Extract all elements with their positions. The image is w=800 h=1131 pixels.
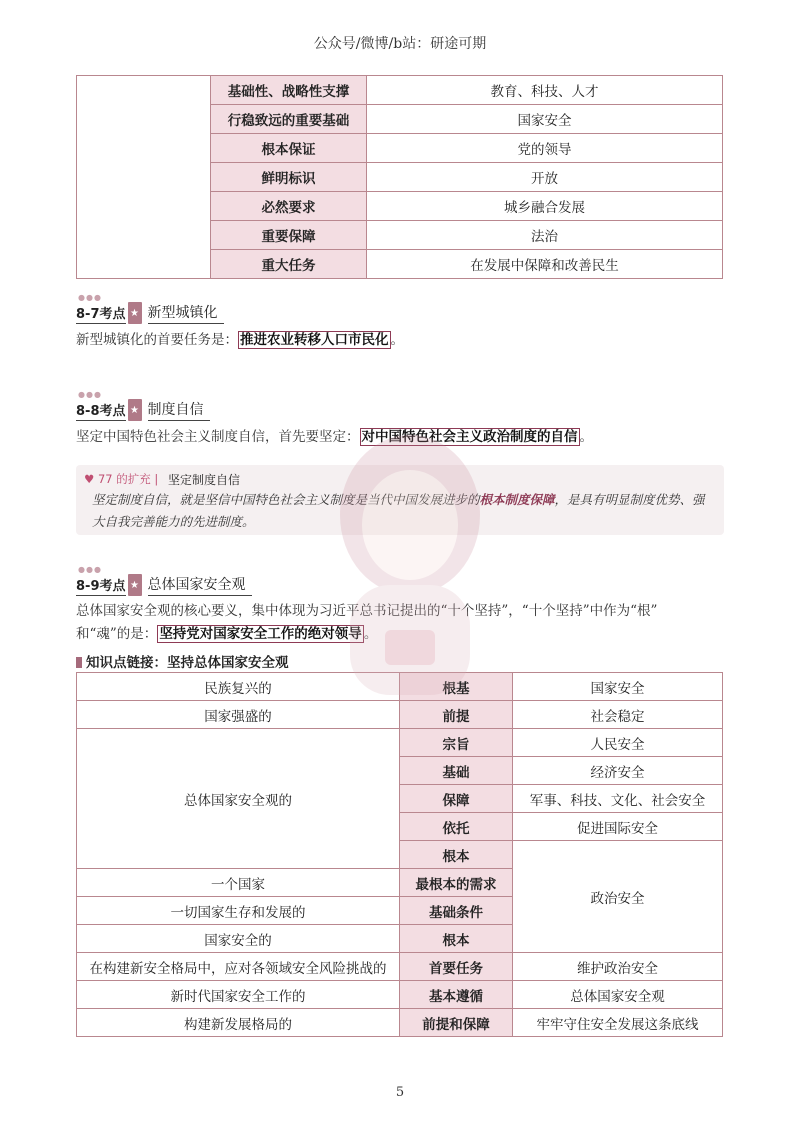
bookmark-icon — [76, 657, 82, 668]
text-line: 总体国家安全观的核心要义，集中体现为习近平总书记提出的“十个坚持”，“十个坚持”中作为“根” — [76, 603, 658, 619]
row-key: 首要任务 — [400, 953, 513, 981]
section-title: 制度自信 — [148, 399, 210, 421]
text-prefix: 新型城镇化的首要任务是： — [76, 332, 238, 348]
row-value: 教育、科技、人才 — [367, 76, 723, 105]
row-key: 根本保证 — [211, 134, 367, 163]
text-suffix: 。 — [390, 332, 404, 348]
blank-cell — [77, 76, 211, 279]
row-value: 经济安全 — [513, 757, 723, 785]
knowledge-link-title — [76, 651, 289, 671]
row-key: 基础性、战略性支撑 — [211, 76, 367, 105]
row-value: 总体国家安全观 — [513, 981, 723, 1009]
page-number: 5 — [395, 1085, 405, 1100]
section-text-8-7 — [76, 329, 726, 352]
key-answer: 对中国特色社会主义政治制度的自信 — [361, 429, 578, 445]
link-title-text: 知识点链接：坚持总体国家安全观 — [86, 655, 289, 671]
row-key: 必然要求 — [211, 192, 367, 221]
row-value: 牢牢守住安全发展这条底线 — [513, 1009, 723, 1037]
section-heading-8-9 — [76, 565, 252, 596]
row-key: 重要保障 — [211, 221, 367, 250]
text-suffix: ，是具有明显制度优势、强大自我完善能力的先进制度。 — [92, 492, 705, 529]
merged-subject: 总体国家安全观的 — [77, 729, 400, 869]
page-header: 公众号/微博/b站：研途可期 — [313, 36, 487, 52]
heart-icon: ♥ — [84, 472, 98, 486]
row-subject: 在构建新安全格局中，应对各领域安全风险挑战的 — [77, 953, 400, 981]
section-title: 新型城镇化 — [148, 302, 224, 324]
row-value: 开放 — [367, 163, 723, 192]
expansion-text — [92, 489, 712, 533]
star-icon: ★ — [128, 302, 142, 324]
row-key: 前提 — [400, 701, 513, 729]
table-row — [77, 729, 723, 757]
expansion-badge: ♥ 77 的扩充 | — [84, 472, 159, 486]
table-row — [77, 1009, 723, 1037]
row-subject: 民族复兴的 — [77, 673, 400, 701]
row-subject: 新时代国家安全工作的 — [77, 981, 400, 1009]
text-prefix: 坚定中国特色社会主义制度自信，首先要坚定： — [76, 429, 360, 445]
security-table — [76, 672, 723, 1037]
expansion-note — [76, 465, 724, 535]
section-number: 8-9考点 — [76, 575, 126, 596]
section-heading-8-8 — [76, 390, 210, 421]
section-number: 8-7考点 — [76, 303, 126, 324]
table-row — [77, 701, 723, 729]
row-key: 保障 — [400, 785, 513, 813]
section-title: 总体国家安全观 — [148, 574, 252, 596]
row-subject: 一切国家生存和发展的 — [77, 897, 400, 925]
text-suffix: 。 — [579, 429, 593, 445]
row-value: 国家安全 — [513, 673, 723, 701]
row-key: 基本遵循 — [400, 981, 513, 1009]
row-key: 宗旨 — [400, 729, 513, 757]
text-prefix: 坚定制度自信，就是坚信中国特色社会主义制度是当代中国发展进步的 — [92, 492, 480, 507]
row-value: 社会稳定 — [513, 701, 723, 729]
merged-value: 政治安全 — [513, 841, 723, 953]
row-key: 基础条件 — [400, 897, 513, 925]
row-key: 重大任务 — [211, 250, 367, 279]
row-value: 在发展中保障和改善民生 — [367, 250, 723, 279]
text-prefix: 和“魂”的是： — [76, 626, 158, 642]
development-table — [76, 75, 723, 279]
row-value: 城乡融合发展 — [367, 192, 723, 221]
key-answer: 推进农业转移人口市民化 — [240, 332, 389, 348]
table-row — [77, 981, 723, 1009]
row-subject: 一个国家 — [77, 869, 400, 897]
row-key: 依托 — [400, 813, 513, 841]
row-value: 维护政治安全 — [513, 953, 723, 981]
decor-dots-icon: ●●● — [78, 390, 102, 399]
row-key: 根本 — [400, 841, 513, 869]
row-subject: 国家强盛的 — [77, 701, 400, 729]
row-key: 前提和保障 — [400, 1009, 513, 1037]
row-key: 最根本的需求 — [400, 869, 513, 897]
emphasis: 根本制度保障 — [479, 492, 555, 507]
section-text-8-9 — [76, 600, 726, 646]
badge-label: 77 的扩充 — [97, 472, 151, 486]
row-key: 鲜明标识 — [211, 163, 367, 192]
text-suffix: 。 — [363, 626, 378, 642]
star-icon: ★ — [128, 399, 142, 421]
row-value: 军事、科技、文化、社会安全 — [513, 785, 723, 813]
table-row — [77, 76, 723, 105]
row-key: 根本 — [400, 925, 513, 953]
row-value: 党的领导 — [367, 134, 723, 163]
row-subject: 国家安全的 — [77, 925, 400, 953]
expansion-title: 坚定制度自信 — [168, 473, 241, 487]
row-key: 根基 — [400, 673, 513, 701]
text-line — [76, 623, 726, 646]
row-value: 法治 — [367, 221, 723, 250]
key-answer: 坚持党对国家安全工作的绝对领导 — [159, 626, 362, 642]
row-value: 人民安全 — [513, 729, 723, 757]
row-key: 行稳致远的重要基础 — [211, 105, 367, 134]
table-row — [77, 673, 723, 701]
row-value: 促进国际安全 — [513, 813, 723, 841]
section-text-8-8 — [76, 426, 726, 449]
star-icon: ★ — [128, 574, 142, 596]
table-row — [77, 953, 723, 981]
row-key: 基础 — [400, 757, 513, 785]
decor-dots-icon: ●●● — [78, 565, 102, 574]
decor-dots-icon: ●●● — [78, 293, 102, 302]
section-heading-8-7 — [76, 293, 224, 324]
row-value: 国家安全 — [367, 105, 723, 134]
watermark-illustration — [290, 415, 530, 705]
section-number: 8-8考点 — [76, 400, 126, 421]
row-subject: 构建新发展格局的 — [77, 1009, 400, 1037]
